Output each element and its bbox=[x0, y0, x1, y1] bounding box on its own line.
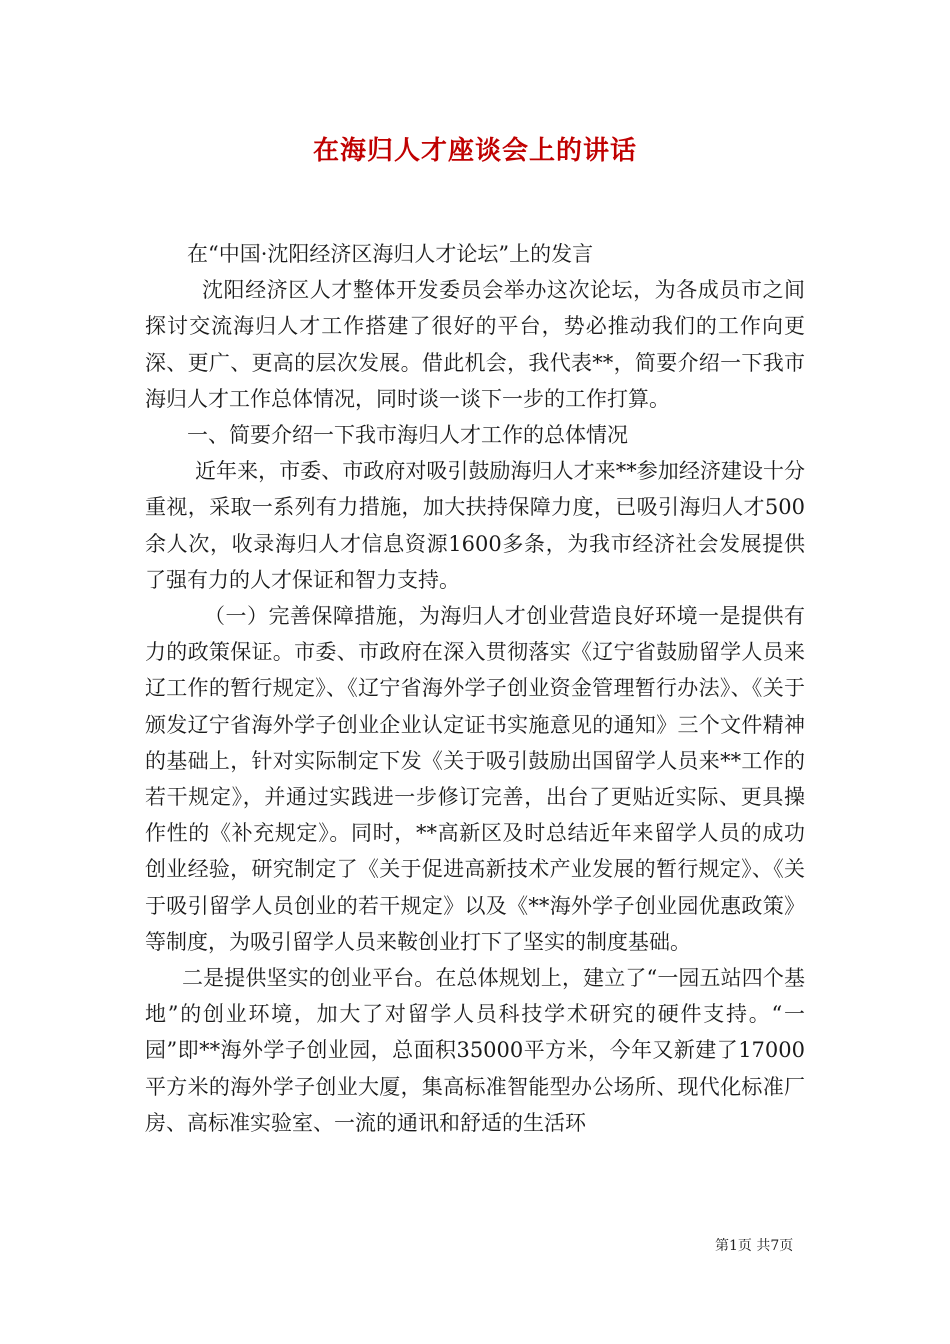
paragraph-subtitle: 在“中国·沈阳经济区海归人才论坛”上的发言 bbox=[187, 242, 594, 266]
paragraph-intro: 沈阳经济区人才整体开发委员会举办这次论坛，为各成员市之间探讨交流海归人才工作搭建了很好的平台，势必推动我们的工作向更深、更广、更高的层次发展。借此机会，我代表**，简要介绍一下我市海归人才工作总体情况，同时谈一谈下一步的工作打算。 bbox=[145, 278, 805, 411]
paragraph-platform: 二是提供坚实的创业平台。在总体规划上，建立了“一园五站四个基地”的创业环境，加大了对留学人员科技学术研究的硬件支持。“一园”即**海外学子创业园，总面积35000平方米，今年又新建了17000平方米的海外学子创业大厦，集高标准智能型办公场所、现代化标准厂房、高标准实验室、一流的通讯和舒适的生活环 bbox=[145, 966, 805, 1135]
paragraph-policy: （一）完善保障措施，为海归人才创业营造良好环境一是提供有力的政策保证。市委、市政府在深入贯彻落实《辽宁省鼓励留学人员来辽工作的暂行规定》、《辽宁省海外学子创业资金管理暂行办法》、《关于颁发辽宁省海外学子创业企业认定证书实施意见的通知》三个文件精神的基础上，针对实际制定下发《关于吸引鼓励出国留学人员来**工作的若干规定》，并通过实践进一步修订完善，出台了更贴近实际、更具操作性的《补充规定》。同时，**高新区及时总结近年来留学人员的成功创业经验，研究制定了《关于促进高新技术产业发展的暂行规定》、《关于吸引留学人员创业的若干规定》以及《**海外学子创业园优惠政策》等制度，为吸引留学人员来鞍创业打下了坚实的制度基础。 bbox=[145, 604, 805, 954]
document-title: 在海归人才座谈会上的讲话 bbox=[312, 136, 637, 166]
paragraph-overview: 近年来，市委、市政府对吸引鼓励海归人才来**参加经济建设十分重视，采取一系列有力措施，加大扶持保障力度，已吸引海归人才500余人次，收录海归人才信息资源1600多条，为我市经济社会发展提供了强有力的人才保证和智力支持。 bbox=[145, 459, 805, 592]
page-number: 第1页 共7页 bbox=[715, 1238, 794, 1254]
document-body bbox=[145, 236, 805, 1141]
paragraph-section-heading: 一、简要介绍一下我市海归人才工作的总体情况 bbox=[187, 423, 628, 448]
